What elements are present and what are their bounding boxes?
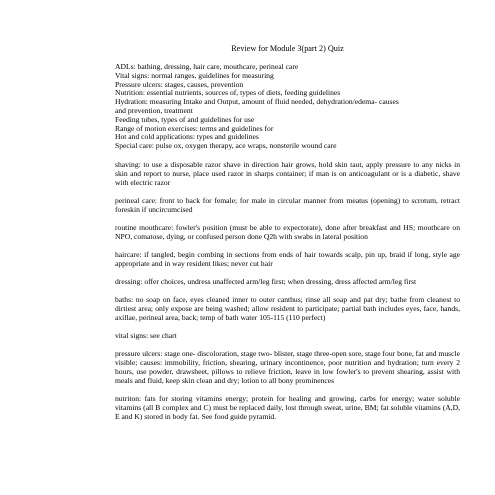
paragraph-vital-signs: vital signs: see chart — [115, 330, 177, 340]
topic-item: Hydration: measuring Intake and Output, amount of fluid needed, dehydration/edema- causes — [115, 97, 399, 107]
topic-item: Nutrition: essential nutrients, sources of, types of diets, feeding guidelines — [115, 88, 341, 98]
topic-item: Feeding tubes, types of and guidelines for use — [115, 114, 255, 124]
document-title: Review for Module 3(part 2) Quiz — [231, 44, 344, 53]
paragraph-dressing: dressing: offer choices, undress unaffected arm/leg first; when dressing, dress affected arm/leg first — [115, 276, 417, 286]
paragraph-routine-mouthcare: routine mouthcare: fowler's position (must be able to expectorate), done after breakfast and HS; mouthcare on NPO, comatose, dying, or confused person done Q2h with swabs in lateral position — [115, 222, 460, 241]
paragraph-shaving: shaving: to use a disposable razor shave in direction hair grows, hold skin taut, apply pressure to any nicks in skin and report to nurse, place used razor in sharps container; if man is on anticoagulant or is a diabetic, shave with electric razor — [115, 159, 460, 187]
topic-list — [115, 63, 460, 151]
paragraph-haircare: haircare: if tangled, begin combing in sections from ends of hair towards scalp, pin up, braid if long, style age appropriate and in way resident likes; never cut hair — [115, 249, 460, 268]
topic-item: and prevention, treatment — [115, 105, 193, 115]
topic-item: Range of motion exercises: terms and guidelines for — [115, 123, 274, 133]
topic-item: Vital signs: normal ranges, guidelines for measuring — [115, 70, 274, 80]
paragraph-baths: baths: no soap on face, eyes cleaned inner to outer canthus; rinse all soap and pat dry; bathe from cleanest to dirtiest area; only expose are being washed; allow resident to participate; partial bath includes eyes, face, hands, axillae, perineal area, back; temp of bath water 105-115 (110 perfect) — [115, 294, 460, 322]
topic-item: ADLs: bathing, dressing, hair care, mouthcare, perineal care — [115, 62, 299, 71]
paragraph-nutrition: nutriton: fats for storing vitamins energy; protein for healing and growing, carbs for energy; water soluble vitamins (all B complex and C) must be replaced daily, lost through sweat, urine, BM; fat soluble vitamins (A,D, E and K) stored in body fat. See food guide pyramid. — [115, 393, 460, 421]
topic-item: Hot and cold applications: types and guidelines — [115, 132, 259, 142]
paragraph-perineal-care: perineal care: front to back for female; for male in circular manner from meatus (opening) to scrotum, retract foreskin if uncircumcised — [115, 195, 460, 214]
paragraph-pressure-ulcers: pressure ulcers: stage one- discoloration, stage two- blister, stage three-open sore, stage four bone, fat and muscle visible; causes: immobility, friction, shearing, urinary incontinence, poor nutrition and hydration; turn every 2 hours, use powder, drawsheet, pillows to relieve friction, leave in low fowler's to prevent shearing, assist with meals and fluid, keep skin clean and dry; lotion to all bony prominences — [115, 348, 460, 385]
topic-item: Special care: pulse ox, oxygen therapy, ace wraps, nonsterile wound care — [115, 141, 337, 151]
topic-item: Pressure ulcers: stages, causes, prevention — [115, 79, 244, 89]
document-content — [115, 44, 460, 421]
